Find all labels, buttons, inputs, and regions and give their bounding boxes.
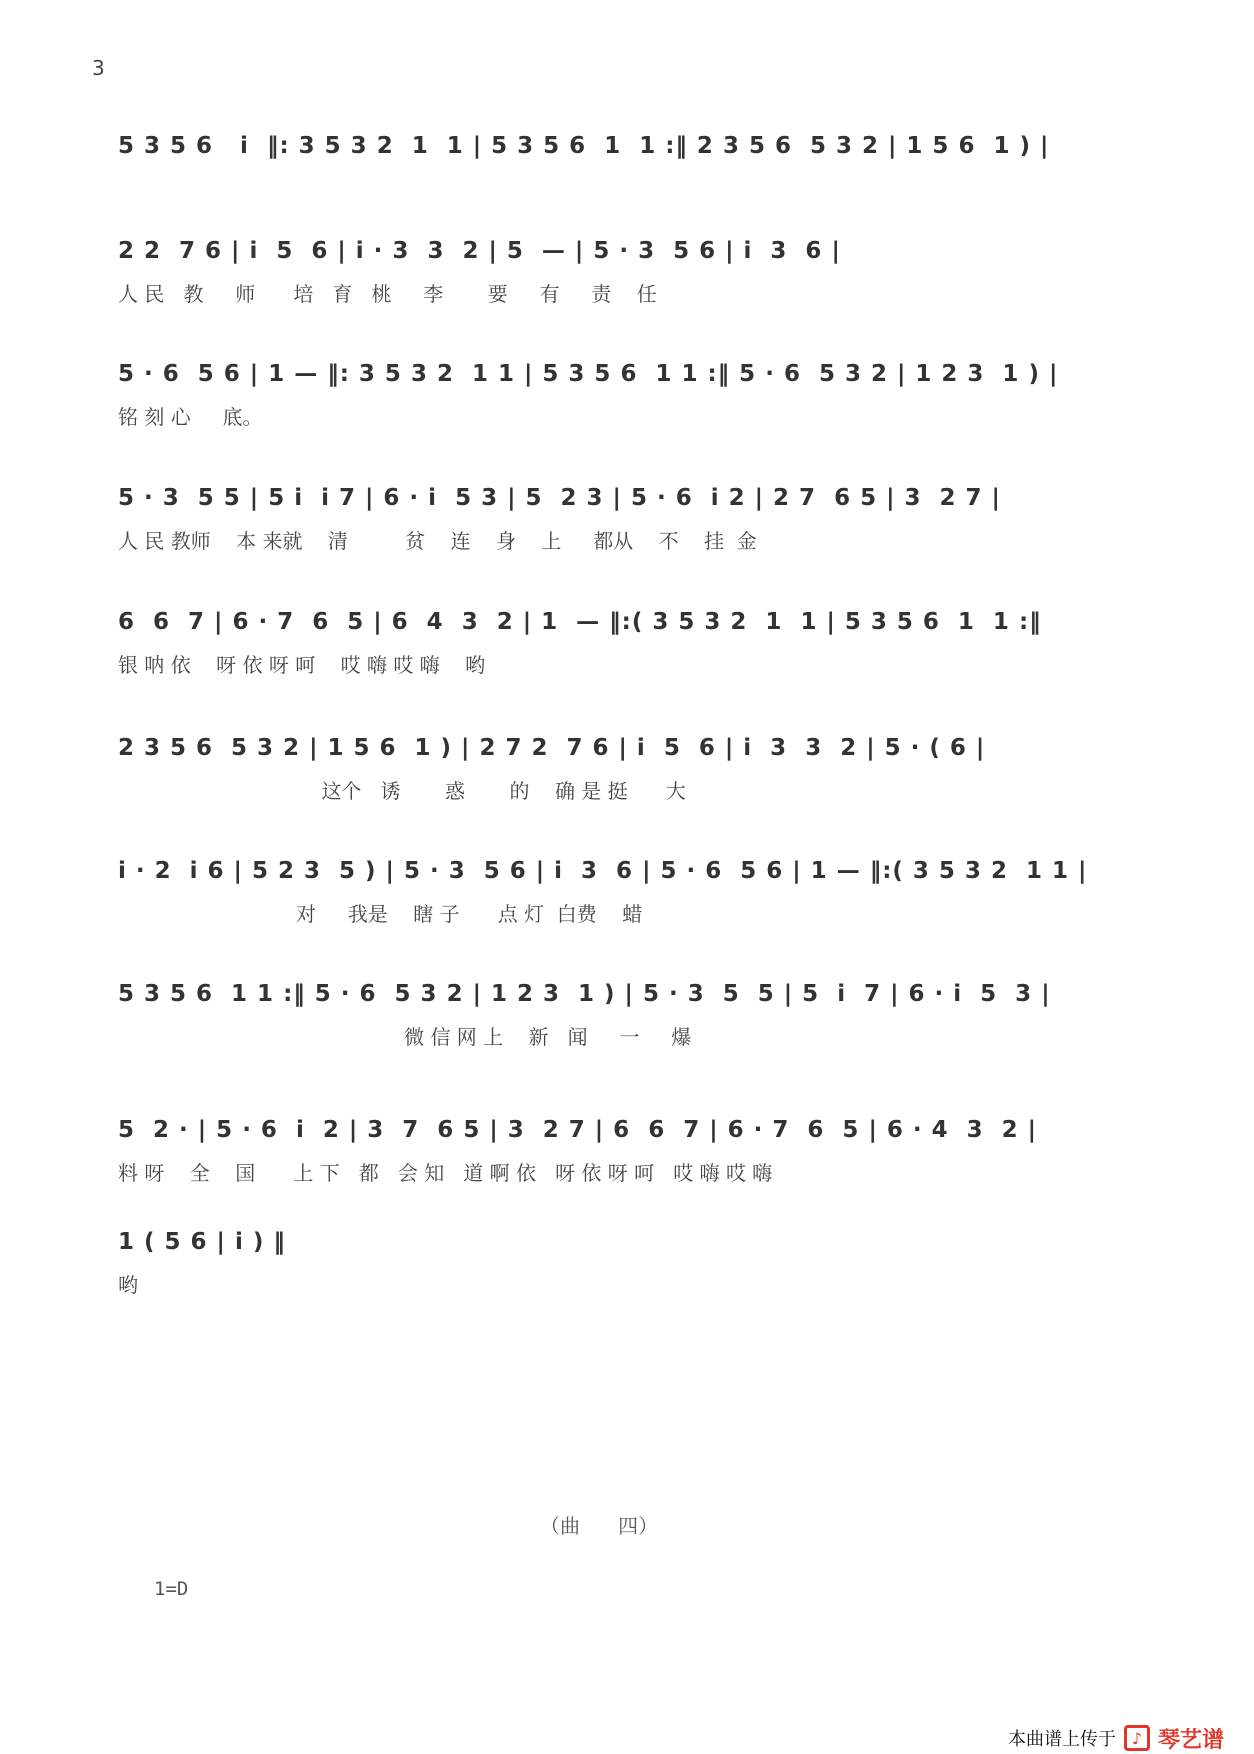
score-system-10	[118, 1226, 1158, 1346]
score-system-6	[118, 732, 1158, 852]
music-note-icon: ♪	[1124, 1725, 1150, 1751]
score-system-2	[118, 235, 1158, 355]
lyrics-line: 这个 诱 惑 的 确 是 挺 大	[118, 779, 686, 803]
lyrics-line: 哟	[118, 1273, 138, 1297]
notation-line: 5 2 · | 5 · 6 i 2 | 3 7 6 5 | 3 2 7 | 6 6 7 | 6 · 7 6 5 | 6 · 4 3 2 |	[118, 1117, 1038, 1143]
score-system-3	[118, 358, 1158, 478]
notation-line: 5 3 5 6 1 1 :‖ 5 · 6 5 3 2 | 1 2 3 1 ) | 5 · 3 5 5 | 5 i 7 | 6 · i 5 3 |	[118, 981, 1051, 1007]
score-system-5	[118, 606, 1158, 726]
notation-line: 5 · 6 5 6 | 1 — ‖: 3 5 3 2 1 1 | 5 3 5 6 1 1 :‖ 5 · 6 5 3 2 | 1 2 3 1 ) |	[118, 361, 1059, 387]
notation-line: 2 2 7 6 | i 5 6 | i · 3 3 2 | 5 — | 5 · 3 5 6 | i 3 6 |	[118, 238, 841, 264]
notation-line: 1 ( 5 6 | i ) ‖	[118, 1229, 286, 1255]
notation-line: 6 6 7 | 6 · 7 6 5 | 6 4 3 2 | 1 — ‖:( 3 5 3 2 1 1 | 5 3 5 6 1 1 :‖	[118, 609, 1042, 635]
lyrics-line: 银 呐 依 呀 依 呀 呵 哎 嗨 哎 嗨 哟	[118, 653, 486, 677]
lyrics-line: 微 信 网 上 新 闻 一 爆	[118, 1025, 692, 1049]
watermark-brand: 琴艺谱	[1157, 1727, 1224, 1753]
notation-line: i · 2 i 6 | 5 2 3 5 ) | 5 · 3 5 6 | i 3 6 | 5 · 6 5 6 | 1 — ‖:( 3 5 3 2 1 1 |	[118, 858, 1088, 884]
score-system-1	[118, 130, 1158, 250]
score-system-4	[118, 482, 1158, 602]
watermark-upload-text: 本曲谱上传于	[1007, 1729, 1116, 1750]
notation-line: 2 3 5 6 5 3 2 | 1 5 6 1 ) | 2 7 2 7 6 | i 5 6 | i 3 3 2 | 5 · ( 6 |	[118, 735, 986, 761]
notation-line: 5 · 3 5 5 | 5 i i 7 | 6 · i 5 3 | 5 2 3 | 5 · 6 i 2 | 2 7 6 5 | 3 2 7 |	[118, 485, 1001, 511]
score-system-7	[118, 855, 1158, 975]
lyrics-line: 人 民 教师 本 来就 清 贫 连 身 上 都从 不 挂 金	[118, 529, 757, 553]
lyrics-line: 铭 刻 心 底。	[118, 405, 263, 429]
lyrics-line: 人 民 教 师 培 育 桃 李 要 有 责 任	[118, 282, 657, 306]
watermark	[1008, 1724, 1224, 1752]
page-number: 3	[92, 56, 105, 80]
lyrics-line: 料 呀 全 国 上 下 都 会 知 道 啊 依 呀 依 呀 呵 哎 嗨 哎 嗨	[118, 1161, 773, 1185]
key-signature: 1=D	[154, 1578, 189, 1600]
notation-line: 5 3 5 6 i ‖: 3 5 3 2 1 1 | 5 3 5 6 1 1 :‖ 2 3 5 6 5 3 2 | 1 5 6 1 ) |	[118, 133, 1050, 159]
score-system-9	[118, 1114, 1158, 1234]
section-title: （曲 四）	[540, 1514, 659, 1538]
lyrics-line: 对 我是 瞎 子 点 灯 白费 蜡	[118, 902, 643, 926]
score-system-8	[118, 978, 1158, 1098]
